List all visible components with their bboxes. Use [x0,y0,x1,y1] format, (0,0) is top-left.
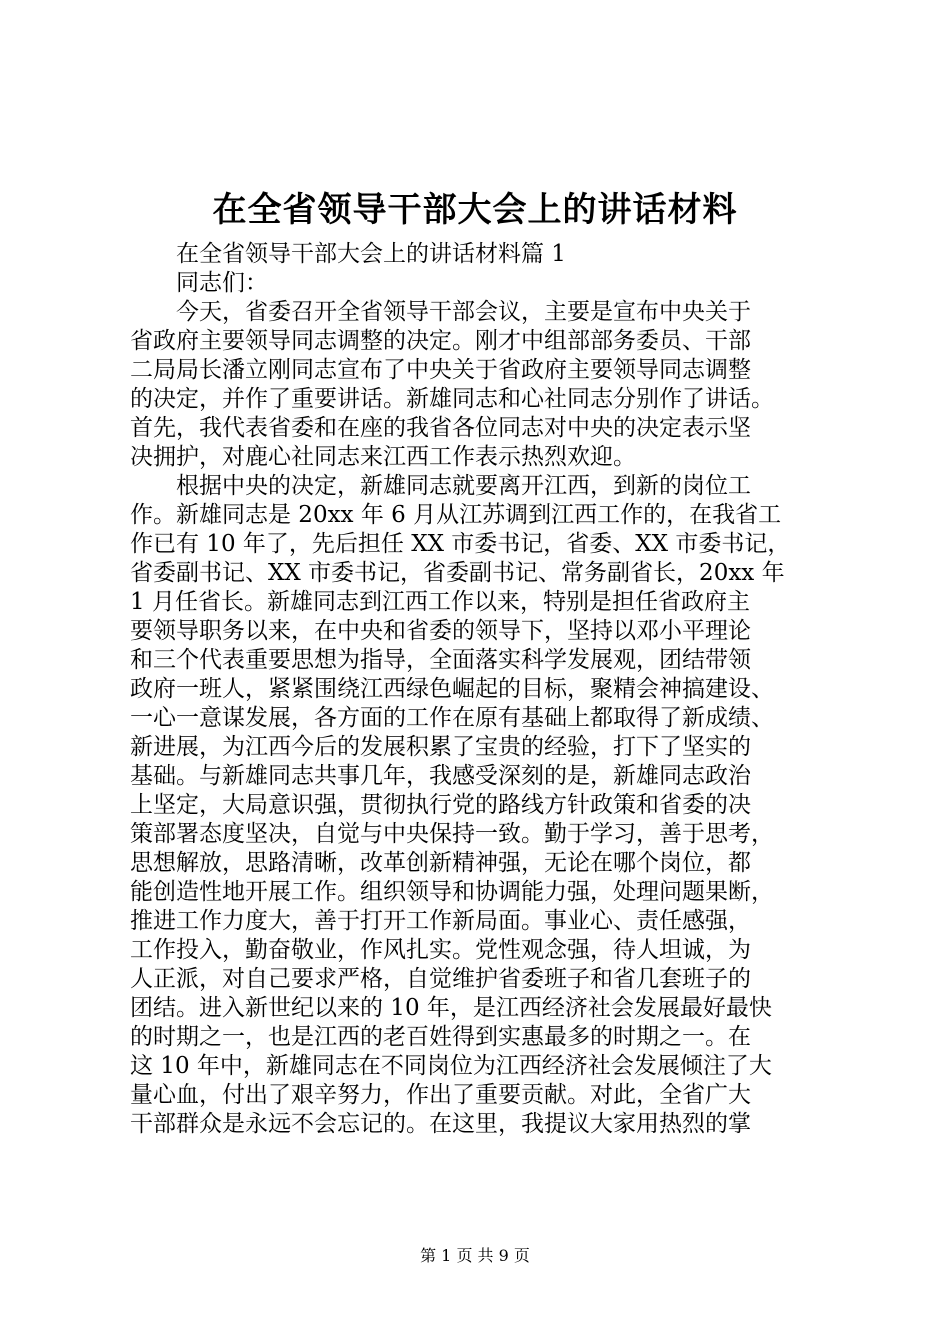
text-line: 要领导职务以来，在中央和省委的领导下，坚持以邓小平理论 [130,618,751,644]
text-line: 在全省领导干部大会上的讲话材料篇 1 [176,241,566,267]
text-line: 能创造性地开展工作。组织领导和协调能力强，处理问题果断， [130,879,774,905]
text-line: 思想解放，思路清晰，改革创新精神强，无论在哪个岗位，都 [130,850,751,876]
document-title: 在全省领导干部大会上的讲话材料 [212,190,738,230]
text-line: 量心血，付出了艰辛努力，作出了重要贡献。对此，全省广大 [130,1082,751,1108]
text-line: 今天，省委召开全省领导干部会议，主要是宣布中央关于 [176,299,751,325]
text-line: 推进工作力度大，善于打开工作新局面。事业心、责任感强， [130,908,751,934]
text-line: 政府一班人，紧紧围绕江西绿色崛起的目标，聚精会神搞建设、 [130,676,774,702]
text-line: 工作投入，勤奋敬业，作风扎实。党性观念强，待人坦诚，为 [130,937,751,963]
text-line: 和三个代表重要思想为指导，全面落实科学发展观，团结带领 [130,647,751,673]
document-body [130,240,830,1139]
text-line: 团结。进入新世纪以来的 10 年，是江西经济社会发展最好最快 [130,995,772,1021]
text-line: 人正派，对自己要求严格，自觉维护省委班子和省几套班子的 [130,966,751,992]
text-line: 的时期之一，也是江西的老百姓得到实惠最多的时期之一。在 [130,1024,751,1050]
text-line: 策部署态度坚决，自觉与中央保持一致。勤于学习，善于思考， [130,821,774,847]
text-line: 决拥护，对鹿心社同志来江西工作表示热烈欢迎。 [130,444,636,470]
text-line: 一心一意谋发展，各方面的工作在原有基础上都取得了新成绩、 [130,705,774,731]
text-line: 这 10 年中，新雄同志在不同岗位为江西经济社会发展倾注了大 [130,1053,772,1079]
text-line: 同志们： [176,270,268,296]
text-line: 省政府主要领导同志调整的决定。刚才中组部部务委员、干部 [130,328,751,354]
text-line: 上坚定，大局意识强，贯彻执行党的路线方针政策和省委的决 [130,792,751,818]
text-line: 干部群众是永远不会忘记的。在这里，我提议大家用热烈的掌 [130,1111,751,1137]
text-line: 二局局长潘立刚同志宣布了中央关于省政府主要领导同志调整 [130,357,751,383]
text-line: 作已有 10 年了，先后担任 XX 市委书记，省委、XX 市委书记， [130,531,791,557]
text-line: 根据中央的决定，新雄同志就要离开江西，到新的岗位工 [176,473,751,499]
page-footer: 第 1 页 共 9 页 [420,1246,530,1265]
text-line: 的决定，并作了重要讲话。新雄同志和心社同志分别作了讲话。 [130,386,774,412]
text-line: 作。新雄同志是 20xx 年 6 月从江苏调到江西工作的，在我省工 [130,502,782,528]
text-line: 新进展，为江西今后的发展积累了宝贵的经验，打下了坚实的 [130,734,751,760]
text-line: 基础。与新雄同志共事几年，我感受深刻的是，新雄同志政治 [130,763,751,789]
text-line: 1 月任省长。新雄同志到江西工作以来，特别是担任省政府主 [130,589,750,615]
text-line: 首先，我代表省委和在座的我省各位同志对中央的决定表示坚 [130,415,751,441]
text-line: 省委副书记、XX 市委书记，省委副书记、常务副省长，20xx 年 [130,560,785,586]
